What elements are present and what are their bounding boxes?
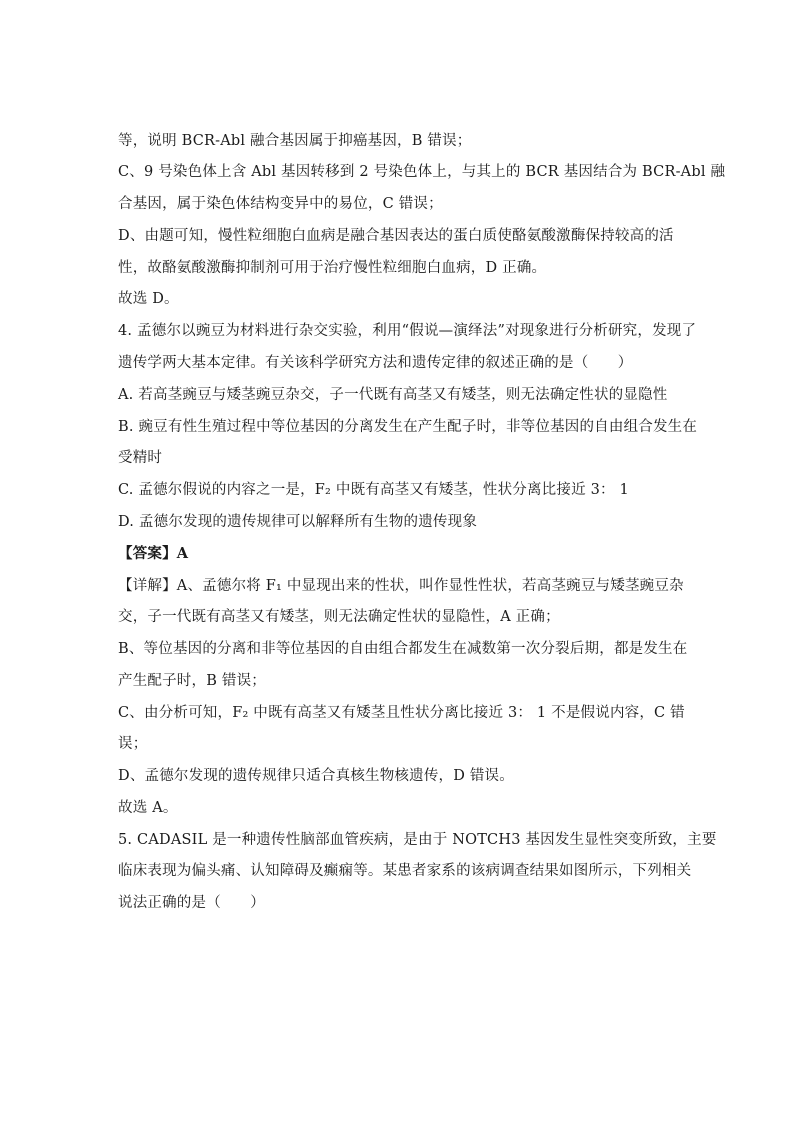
explanation-line: 交，子一代既有高茎又有矮茎，则无法确定性状的显隐性，A 正确； (118, 609, 560, 625)
explanation-line: 产生配子时，B 错误； (118, 673, 266, 689)
question-5-stem: 说法正确的是（ ） (118, 895, 265, 911)
question-4-stem: 遗传学两大基本定律。有关该科学研究方法和遗传定律的叙述正确的是（ ） (118, 355, 633, 371)
question-5-stem: 5. CADASIL 是一种遗传性脑部血管疾病，是由于 NOTCH3 基因发生显性突变所致，主要 (118, 832, 717, 848)
option-a: A. 若高茎豌豆与矮茎豌豆杂交，子一代既有高茎又有矮茎，则无法确定性状的显隐性 (118, 387, 668, 403)
explanation-line: 误； (118, 736, 148, 752)
option-b: B. 豌豆有性生殖过程中等位基因的分离发生在产生配子时，非等位基因的自由组合发生在 (118, 419, 698, 435)
option-d: D. 孟德尔发现的遗传规律可以解释所有生物的遗传现象 (118, 514, 478, 530)
explanation-line: C、由分析可知，F₂ 中既有高茎又有矮茎且性状分离比接近 3： 1 不是假说内容，C 错 (118, 705, 685, 721)
explanation-line: D、孟德尔发现的遗传规律只适合真核生物核遗传，D 错误。 (118, 768, 514, 784)
text-line: 合基因，属于染色体结构变异中的易位，C 错误； (118, 196, 443, 212)
option-c: C. 孟德尔假说的内容之一是，F₂ 中既有高茎又有矮茎，性状分离比接近 3： 1 (118, 482, 629, 498)
question-5-stem: 临床表现为偏头痛、认知障碍及癫痫等。某患者家系的该病调查结果如图所示，下列相关 (118, 863, 692, 879)
answer-line: 【答案】A (118, 545, 189, 562)
explanation-line: 【详解】A、孟德尔将 F₁ 中显现出来的性状，叫作显性性状，若高茎豌豆与矮茎豌豆杂 (118, 578, 684, 594)
text-line: 故选 D。 (118, 291, 179, 307)
text-line: C、9 号染色体上含 Abl 基因转移到 2 号染色体上，与其上的 BCR 基因结合为 BCR-Abl 融 (118, 164, 726, 180)
text-line: 等，说明 BCR-Abl 融合基因属于抑癌基因，B 错误； (118, 133, 472, 149)
explanation-line: 故选 A。 (118, 800, 178, 816)
question-4-stem: 4. 孟德尔以豌豆为材料进行杂交实验，利用“假说—演绎法”对现象进行分析研究，发现了 (118, 323, 697, 339)
explanation-line: B、等位基因的分离和非等位基因的自由组合都发生在减数第一次分裂后期，都是发生在 (118, 641, 688, 657)
text-line: D、由题可知，慢性粒细胞白血病是融合基因表达的蛋白质使酪氨酸激酶保持较高的活 (118, 228, 674, 244)
text-line: 性，故酪氨酸激酶抑制剂可用于治疗慢性粒细胞白血病，D 正确。 (118, 260, 547, 276)
option-b: 受精时 (118, 450, 163, 466)
